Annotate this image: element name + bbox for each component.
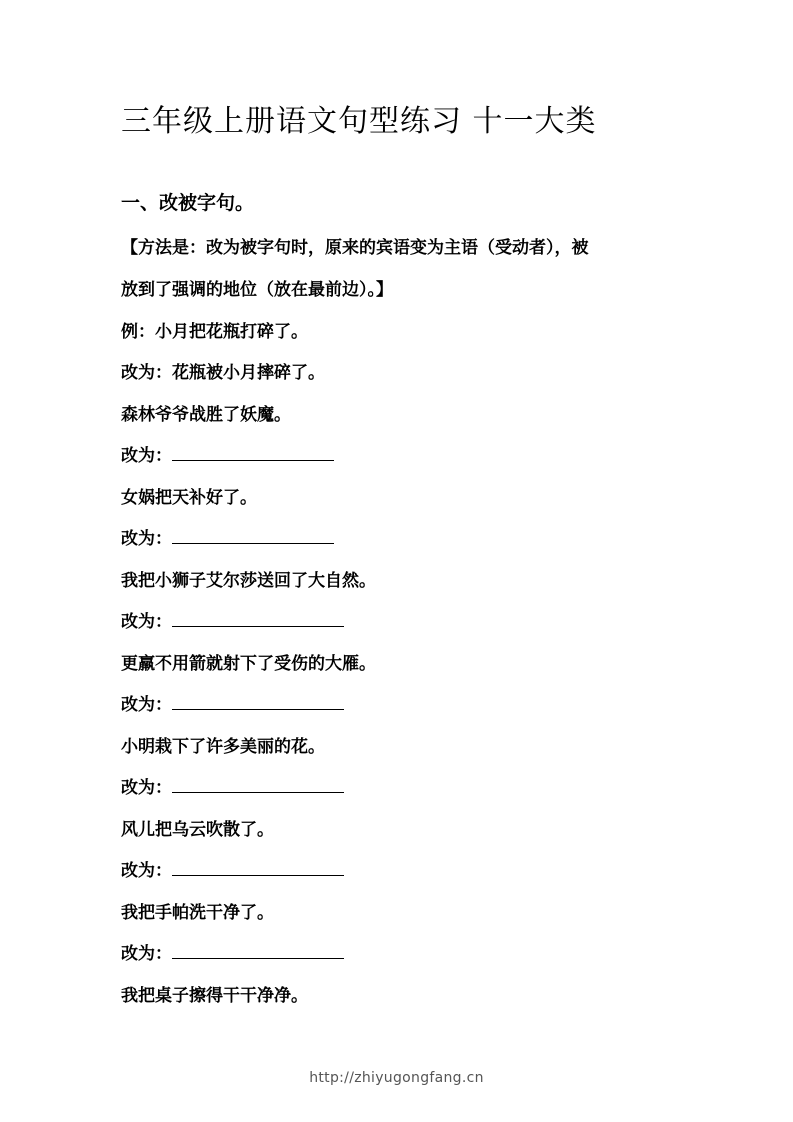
- answer-blank[interactable]: [172, 446, 334, 461]
- exercise-sentence: 小明栽下了许多美丽的花。: [121, 737, 325, 757]
- answer-prefix: 改为：: [121, 612, 172, 632]
- answer-blank[interactable]: [172, 695, 344, 710]
- answer-prefix: 改为：: [121, 695, 172, 715]
- answer-row: [121, 607, 344, 632]
- answer-row: [121, 939, 344, 964]
- exercise-sentence: 更羸不用箭就射下了受伤的大雁。: [121, 654, 376, 674]
- answer-prefix: 改为：: [121, 861, 172, 881]
- example-answer: 改为：花瓶被小月摔碎了。: [121, 363, 325, 383]
- answer-row: [121, 690, 344, 715]
- method-text-line-2: 放到了强调的地位（放在最前边）。】: [121, 280, 393, 300]
- answer-row: [121, 773, 344, 798]
- answer-prefix: 改为：: [121, 529, 172, 549]
- exercise-sentence: 我把手帕洗干净了。: [121, 903, 274, 923]
- exercise-sentence: 我把桌子擦得干干净净。: [121, 986, 308, 1006]
- answer-blank[interactable]: [172, 778, 344, 793]
- answer-row: [121, 856, 344, 881]
- answer-blank[interactable]: [172, 861, 344, 876]
- answer-row: [121, 524, 334, 549]
- answer-blank[interactable]: [172, 944, 344, 959]
- answer-blank[interactable]: [172, 612, 344, 627]
- page-title: 三年级上册语文句型练习 十一大类: [121, 104, 597, 139]
- answer-row: [121, 441, 334, 466]
- answer-blank[interactable]: [172, 529, 334, 544]
- answer-prefix: 改为：: [121, 778, 172, 798]
- method-text-line-1: 【方法是：改为被字句时，原来的宾语变为主语（受动者），被: [121, 238, 589, 258]
- answer-prefix: 改为：: [121, 446, 172, 466]
- example-sentence: 例：小月把花瓶打碎了。: [121, 322, 308, 342]
- exercise-sentence: 我把小狮子艾尔莎送回了大自然。: [121, 571, 376, 591]
- answer-prefix: 改为：: [121, 944, 172, 964]
- exercise-sentence: 女娲把天补好了。: [121, 488, 257, 508]
- footer-url: http://zhiyugongfang.cn: [309, 1070, 484, 1086]
- exercise-sentence: 森林爷爷战胜了妖魔。: [121, 405, 291, 425]
- exercise-sentence: 风儿把乌云吹散了。: [121, 820, 274, 840]
- section-heading: 一、改被字句。: [121, 192, 255, 214]
